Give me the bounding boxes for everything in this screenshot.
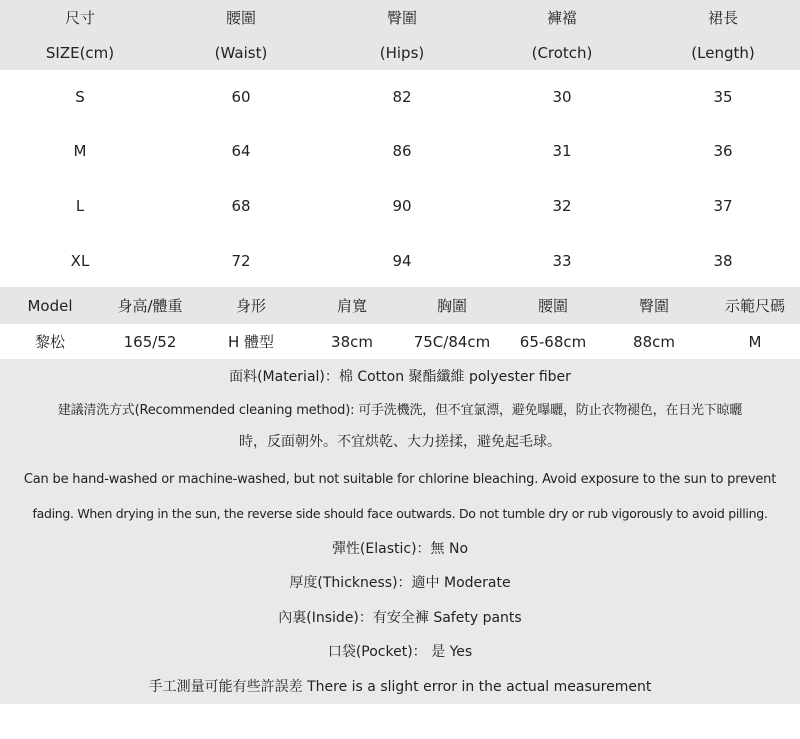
size-row-l-size: L	[75, 197, 85, 215]
size-row-xl-waist: 72	[231, 252, 251, 270]
thickness-line: 厚度(Thickness)：適中 Moderate	[289, 575, 511, 591]
model-header-waist: 腰圍	[537, 297, 569, 315]
cleaning-method-line-2: 時，反面朝外。不宜烘乾、大力搓揉，避免起毛球。	[239, 434, 561, 450]
header-hips-en: (Hips)	[379, 44, 425, 62]
bottom-spacer	[0, 704, 800, 739]
elastic-line: 彈性(Elastic)：無 No	[331, 541, 469, 557]
size-row-m-crotch: 31	[552, 142, 572, 160]
model-table-row	[0, 324, 800, 359]
size-row-l-hips: 90	[392, 197, 412, 215]
inside-line: 內裏(Inside)：有安全褲 Safety pants	[278, 610, 522, 626]
size-row-m-size: M	[73, 142, 87, 160]
cleaning-english-line-2: fading. When drying in the sun, the reverse side should face outwards. Do not tumble dry or rub vigorously to avoid pilling.	[32, 506, 768, 521]
header-waist-en: (Waist)	[214, 44, 268, 62]
pocket-line: 口袋(Pocket)： 是 Yes	[327, 644, 473, 660]
size-row-s-crotch: 30	[552, 88, 572, 106]
size-row-xl-size: XL	[70, 252, 90, 270]
model-header-height: 身高/體重	[117, 297, 183, 315]
header-crotch-en: (Crotch)	[531, 44, 593, 62]
cleaning-method-line-1: 建議清洗方式(Recommended cleaning method): 可手洗機洗，但不宜氯漂，避免曝曬，防止衣物褪色，在日光下晾曬	[57, 403, 743, 418]
model-shoulder: 38cm	[331, 333, 373, 351]
measurement-note: 手工測量可能有些許誤差 There is a slight error in the actual measurement	[148, 679, 652, 695]
model-header-model: Model	[27, 297, 73, 315]
model-name: 黎松	[34, 333, 66, 351]
size-row-s-waist: 60	[231, 88, 251, 106]
size-row-xl-hips: 94	[392, 252, 412, 270]
product-info-section	[0, 359, 800, 704]
model-body-shape: H 體型	[227, 333, 275, 351]
size-row-s-length: 35	[713, 88, 733, 106]
header-length-en: (Length)	[691, 44, 755, 62]
model-header-bust: 胸圍	[436, 297, 468, 315]
model-waist: 65-68cm	[519, 333, 587, 351]
cleaning-english-line-1: Can be hand-washed or machine-washed, but not suitable for chlorine bleaching. Avoid exposure to the sun to prevent	[23, 472, 777, 487]
size-table-body	[0, 70, 800, 287]
size-row-m-length: 36	[713, 142, 733, 160]
size-row-m-hips: 86	[392, 142, 412, 160]
model-bust: 75C/84cm	[413, 333, 491, 351]
header-hips-zh: 臀圍	[386, 9, 418, 27]
header-size-zh: 尺寸	[64, 9, 96, 27]
header-waist-zh: 腰圍	[225, 9, 257, 27]
size-row-s-hips: 82	[392, 88, 412, 106]
size-table-header	[0, 0, 800, 70]
size-row-xl-length: 38	[713, 252, 733, 270]
model-header-hips: 臀圍	[638, 297, 670, 315]
material-line: 面料(Material)：棉 Cotton 聚酯纖維 polyester fiber	[229, 369, 571, 385]
model-header-shoulder: 肩寬	[336, 297, 368, 315]
model-height: 165/52	[123, 333, 177, 351]
size-row-l-length: 37	[713, 197, 733, 215]
model-header-sample-size: 示範尺碼	[724, 297, 786, 315]
header-crotch-zh: 褲襠	[546, 9, 578, 27]
size-row-l-crotch: 32	[552, 197, 572, 215]
size-row-m-waist: 64	[231, 142, 251, 160]
size-row-xl-crotch: 33	[552, 252, 572, 270]
size-row-l-waist: 68	[231, 197, 251, 215]
model-table-header	[0, 287, 800, 324]
model-header-body-shape: 身形	[235, 297, 267, 315]
model-sample-size: M	[748, 333, 762, 351]
model-hips: 88cm	[633, 333, 675, 351]
header-size-en: SIZE(cm)	[45, 44, 115, 62]
size-row-s-size: S	[75, 88, 85, 106]
header-length-zh: 裙長	[707, 9, 739, 27]
